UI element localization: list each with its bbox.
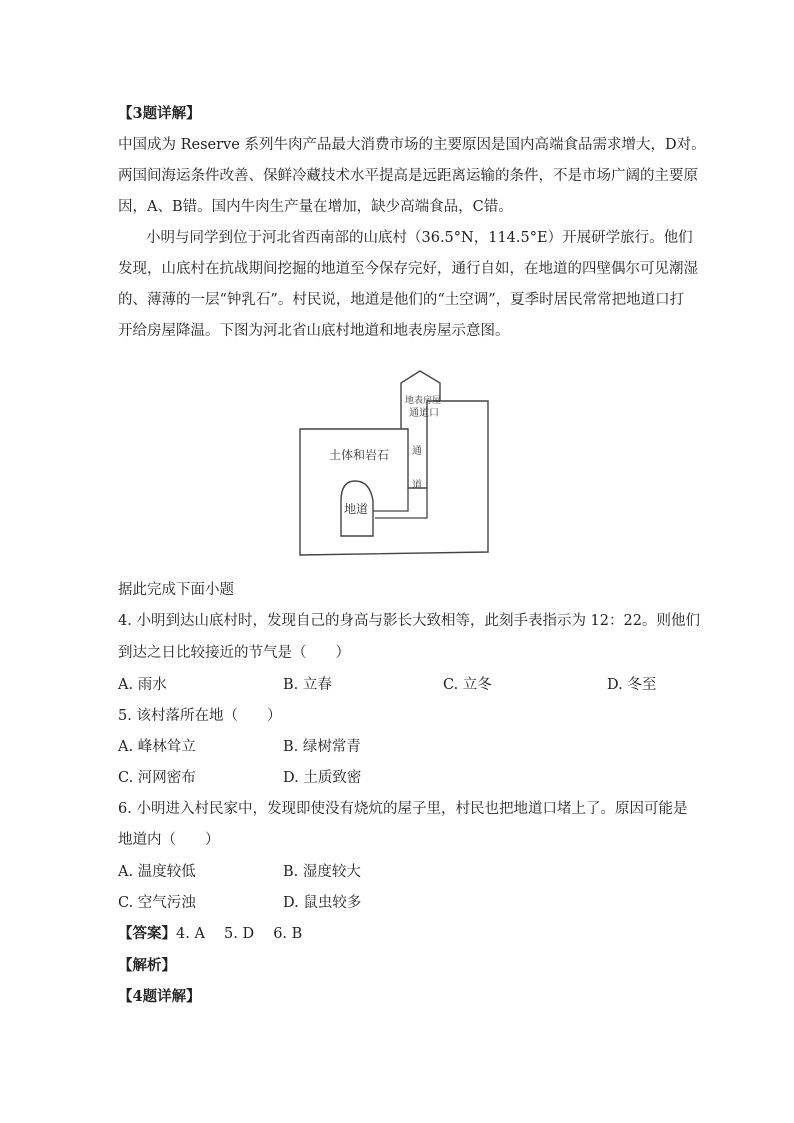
analysis-heading: 【解析】	[118, 957, 176, 974]
answer-label: 【答案】	[118, 925, 176, 942]
house-label-2: 通道口	[409, 408, 439, 419]
q5-stem: 5. 该村落所在地（ ）	[118, 708, 282, 724]
q4-option-c: C. 立冬	[443, 677, 492, 693]
tunnel-house-diagram	[295, 368, 495, 560]
section3-line-1: 中国成为 Reserve 系列牛肉产品最大消费市场的主要原因是国内高端食品需求增大，D对。	[118, 137, 706, 153]
q4-stem-2: 到达之日比较接近的节气是（ ）	[118, 645, 350, 661]
answer-text: 4. A 5. D 6. B	[176, 926, 303, 942]
soil-label: 土体和岩石	[329, 448, 390, 462]
passage-wall-right	[375, 488, 427, 518]
q6-stem-2: 地道内（ ）	[118, 832, 220, 848]
passage-line-1: 小明与同学到位于河北省西南部的山底村（36.5°N，114.5°E）开展研学旅行。他们	[146, 230, 693, 246]
q5-option-b: B. 绿树常青	[283, 739, 361, 755]
q5-option-d: D. 土质致密	[283, 770, 362, 786]
q4-option-d: D. 冬至	[607, 677, 657, 693]
section4-heading: 【4题详解】	[118, 988, 201, 1005]
passage-line-4: 开给房屋降温。下图为河北省山底村地道和地表房屋示意图。	[118, 323, 510, 339]
instruction: 据此完成下面小题	[118, 582, 234, 598]
q5-option-c: C. 河网密布	[118, 770, 196, 786]
q5-option-a: A. 峰林耸立	[118, 739, 196, 755]
q4-stem-1: 4. 小明到达山底村时，发现自己的身高与影长大致相等，此刻手表指示为 12：22。则他们	[118, 613, 700, 629]
soil-block	[300, 401, 488, 555]
passage-char-2: 道	[412, 480, 422, 491]
q4-option-a: A. 雨水	[118, 677, 167, 693]
passage-wall	[373, 488, 408, 511]
q6-option-b: B. 湿度较大	[283, 864, 361, 880]
passage-line-3: 的、薄薄的一层“钟乳石”。村民说，地道是他们的“土空调”，夏季时居民常常把地道口打	[118, 292, 685, 308]
q6-option-a: A. 温度较低	[118, 864, 196, 880]
section3-line-2: 两国间海运条件改善、保鲜冷藏技术水平提高是远距离运输的条件，不是市场广阔的主要原	[118, 168, 698, 184]
q6-option-d: D. 鼠虫较多	[283, 895, 362, 911]
q6-stem-1: 6. 小明进入村民家中，发现即使没有烧炕的屋子里，村民也把地道口堵上了。原因可能是	[118, 801, 688, 817]
section3-heading: 【3题详解】	[118, 105, 201, 122]
passage-char-1: 通	[412, 446, 422, 457]
q6-option-c: C. 空气污浊	[118, 895, 196, 911]
answer-row	[118, 924, 302, 944]
passage-line-2: 发现，山底村在抗战期间挖掘的地道至今保存完好，通行自如，在地道的四壁偶尔可见潮湿	[118, 261, 698, 277]
q4-option-b: B. 立春	[283, 677, 332, 693]
section3-line-3: 因，A、B错。国内牛肉生产量在增加，缺少高端食品，C错。	[118, 199, 513, 215]
house-label-1: 地表房屋	[405, 396, 442, 406]
tunnel-label: 地道	[344, 502, 369, 516]
